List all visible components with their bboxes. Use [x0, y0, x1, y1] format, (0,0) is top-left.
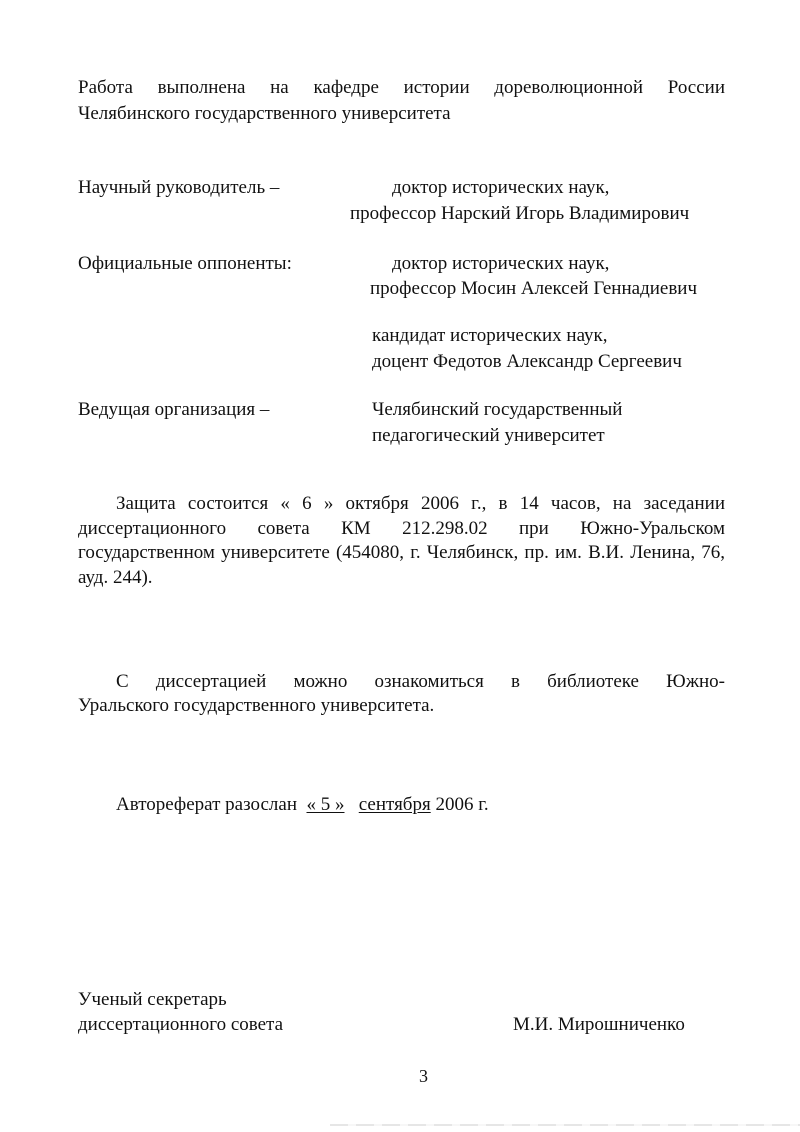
- scan-edge-artifact: [330, 1124, 800, 1126]
- header-line-2: Челябинского государственного университета: [78, 103, 451, 124]
- library-line-1: С диссертацией можно ознакомиться в библиотеке Южно-: [116, 671, 725, 692]
- defense-paragraph: Защита состоится « 6 » октября 2006 г., в 14 часов, на заседании диссертационного совета КМ 212.298.02 при Южно-Уральском государственном университете (454080, г. Челябинск, пр. им. В.И. Ленина, 76, ауд. 244).: [78, 493, 725, 588]
- header-line-1: Работа выполнена на кафедре истории дореволюционной России: [78, 77, 725, 98]
- abstract-sent-month: сентября: [358, 794, 431, 815]
- abstract-sent-prefix: Автореферат разослан: [116, 794, 297, 815]
- page-number: 3: [419, 1066, 428, 1086]
- lead-org-label: Ведущая организация –: [78, 399, 270, 420]
- opponents-label: Официальные оппоненты:: [78, 253, 292, 274]
- opponent-2-degree: кандидат исторических наук,: [372, 325, 608, 346]
- opponent-1-degree: доктор исторических наук,: [392, 253, 610, 274]
- supervisor-degree: доктор исторических наук,: [392, 177, 610, 198]
- library-line-2: Уральского государственного университета.: [78, 695, 435, 716]
- secretary-name: М.И. Мирошниченко: [513, 1014, 685, 1035]
- abstract-sent-year: 2006 г.: [435, 794, 489, 815]
- opponent-1-name: профессор Мосин Алексей Геннадиевич: [370, 278, 698, 299]
- opponent-2-name: доцент Федотов Александр Сергеевич: [372, 351, 682, 372]
- secretary-title-line-1: Ученый секретарь: [78, 989, 227, 1010]
- lead-org-line-2: педагогический университет: [372, 425, 605, 446]
- abstract-sent-day: « 5 »: [306, 794, 345, 815]
- supervisor-label: Научный руководитель –: [78, 177, 280, 198]
- secretary-title-line-2: диссертационного совета: [78, 1014, 284, 1035]
- supervisor-name: профессор Нарский Игорь Владимирович: [350, 203, 690, 224]
- abstract-sent-line: [116, 793, 489, 817]
- lead-org-line-1: Челябинский государственный: [372, 399, 623, 420]
